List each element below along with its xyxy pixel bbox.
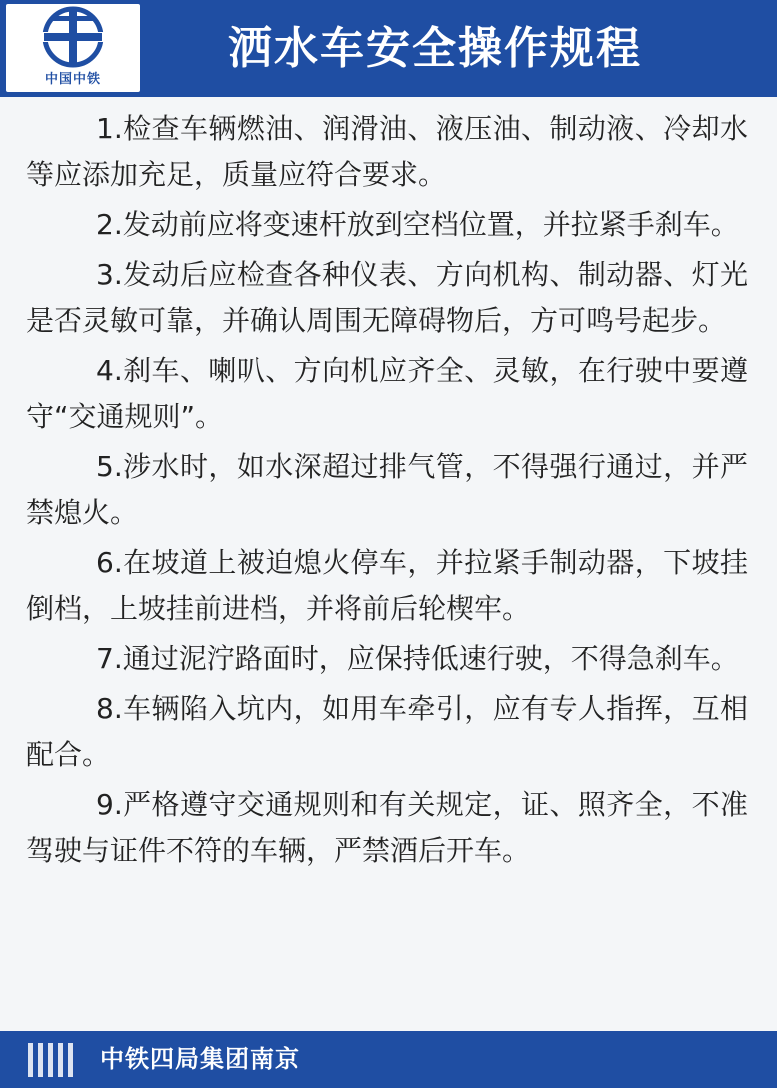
crec-logo-icon — [30, 6, 116, 68]
stripes-decoration-icon — [28, 1043, 88, 1077]
page-title: 洒水车安全操作规程 — [228, 23, 642, 74]
rule-item: 2.发动前应将变速杆放到空档位置，并拉紧手刹车。 — [96, 208, 739, 241]
footer-text: 中铁四局集团南京 — [100, 1045, 300, 1073]
rule-item: 6.在坡道上被迫熄火停车，并拉紧手制动器，下坡挂倒档，上坡挂前进档，并将前后轮楔牢。 — [26, 546, 748, 625]
logo-text: 中国中铁 — [44, 72, 101, 87]
rule-item: 1.检查车辆燃油、润滑油、液压油、制动液、冷却水等应添加充足，质量应符合要求。 — [26, 112, 748, 191]
rule-item: 7.通过泥泞路面时，应保持低速行驶，不得急刹车。 — [96, 642, 739, 675]
rule-item: 9.严格遵守交通规则和有关规定，证、照齐全，不准驾驶与证件不符的车辆，严禁酒后开车。 — [26, 788, 748, 867]
company-logo — [6, 4, 140, 92]
rule-item: 5.涉水时，如水深超过排气管，不得强行通过，并严禁熄火。 — [26, 450, 748, 529]
rule-item: 4.刹车、喇叭、方向机应齐全、灵敏，在行驶中要遵守“交通规则”。 — [26, 354, 748, 433]
rules-list — [26, 106, 748, 874]
header-bar — [0, 0, 777, 97]
rule-item: 8.车辆陷入坑内，如用车牵引，应有专人指挥，互相配合。 — [26, 692, 748, 771]
rule-item: 3.发动后应检查各种仪表、方向机构、制动器、灯光是否灵敏可靠，并确认周围无障碍物后，方可鸣号起步。 — [26, 258, 748, 337]
footer-bar — [0, 1031, 777, 1088]
